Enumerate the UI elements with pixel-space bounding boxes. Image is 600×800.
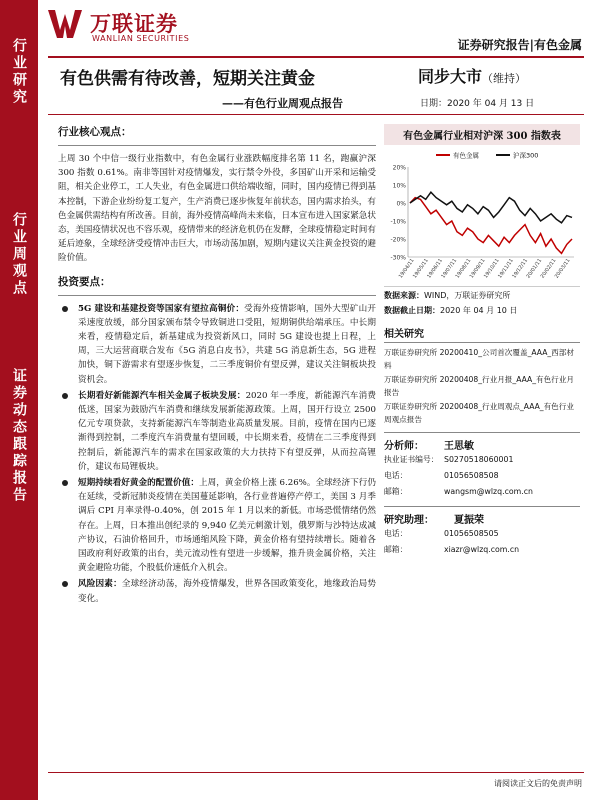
invest-point-text: 上周，黄金价格上涨 6.26%。全球经济下行仍在延续，受新冠肺炎疫情在美国蔓延影响，各行业普遍停产停工，美国 3 月季调后 CPI 月率录得-0.40%，创 2015 年 1 月以来的新低。市场恐慌情绪仍然存在。上周，日本推出创纪录的 9,940 亿美元刺激计划，俄罗斯与沙特达成减产协议，石油价格回升，市场通缩风险下降，黄金价格有望持续增长。随着各国政府利好政策的出台，美元流动性有望进一步缓解，推升贵金属价格，关注黄金避险功能，个股低价速低介入机会。: [78, 478, 376, 574]
data-cutoff-value: 2020 年 04 月 10 日: [440, 306, 518, 315]
footer-divider: [48, 772, 584, 773]
invest-point-lead: 风险因素：: [78, 579, 122, 590]
rating-value: 同步大市: [418, 67, 483, 86]
x-tick-label: 19/09/11: [468, 257, 487, 280]
data-source-value: WIND，万联证券研究所: [424, 291, 511, 300]
assistant-label: 研究助理：: [384, 515, 434, 526]
data-source: [384, 289, 580, 302]
analyst-label: 分析师：: [384, 441, 424, 452]
core-view-heading: 行业核心观点：: [58, 126, 132, 138]
invest-point: [58, 302, 376, 387]
invest-point: [58, 577, 376, 605]
x-tick-label: 19/10/11: [482, 257, 501, 280]
sidebar-label-tracking-report: 证券动态跟踪报告: [11, 368, 27, 504]
analyst-info-row: [384, 468, 580, 484]
info-key: 邮箱：: [384, 545, 408, 554]
y-tick-label: 0%: [396, 200, 406, 208]
title-divider: [48, 114, 584, 115]
analyst-info: [384, 452, 580, 500]
invest-point: [58, 389, 376, 474]
y-tick-label: -10%: [390, 218, 406, 226]
logo-chinese-name: 万联证券: [90, 12, 178, 36]
y-tick-label: 10%: [392, 182, 406, 190]
info-key: 执业证书编号：: [384, 455, 439, 464]
invest-point: [58, 476, 376, 575]
header-divider: [48, 56, 584, 58]
relative-performance-chart: [384, 145, 580, 287]
related-research-heading: 相关研究: [384, 325, 580, 343]
bullet-icon: [62, 480, 68, 486]
invest-point-text: 全球经济动荡，海外疫情爆发，世界各国政策变化，地缘政治局势变化。: [78, 579, 376, 604]
left-sidebar: [0, 0, 38, 800]
bullet-icon: [62, 306, 68, 312]
invest-point-text: 受海外疫情影响，国外大型矿山开采速度放缓，部分国家颁布禁令导致铜进口受阻，短期铜供给端承压。中长期来看，疫情稳定后，新基建成为投资新风口，同时 5G 建设也提上日程，上周，三大运营商联合发布《5G 消息白皮书》，共建 5G 消息新生态，5G 进程加快，铜下游需求有望逐步恢复，二三季度铜价有望反弹，建议关注铜板块投资机会。: [78, 303, 376, 385]
assistant-info-row: [384, 526, 580, 542]
series-line-nonferrous: [410, 198, 572, 254]
chart-svg: [384, 145, 580, 287]
rating-note: （维持）: [482, 72, 527, 85]
core-view-text: 上周 30 个中信一级行业指数中，有色金属行业涨跌幅度排名第 11 名，跑赢沪深 300 指数 0.61%。南非等国针对疫情爆发，实行禁令外役，多国矿山开采和运输受阻，相关企业停工，工人失业，有色金属进口供给端收缩，同时，国内疫情已得到基本控制，下游企业纷纷复工复产，生产消费已逐步恢复年前状态，国内需求抬头，有色金属供需结构有所改善。目前，海外疫情高峰尚未来临，日本宣布进入国家紧急状态，美国疫情状况也不容乐观，疫情带来的经济危机仍在发酵，全球疫情稳定时间有延后迹象，全球经济受疫情冲击巨大，市场动荡加剧，短期内建议关注黄金投资的避险价值。: [58, 154, 376, 264]
invest-points-list: [58, 302, 376, 606]
sidebar-info: [384, 124, 580, 558]
main-content: [58, 124, 376, 608]
invest-heading: 投资要点：: [58, 275, 111, 288]
invest-point-lead: 5G 建设和基建投资等国家有望拉高铜价：: [78, 303, 245, 314]
related-research-item[interactable]: 万联证券研究所 20200410_公司首次覆盖_AAA_西部材料: [384, 348, 574, 370]
x-tick-label: 20/02/11: [539, 257, 558, 280]
invest-point-lead: 长期看好新能源汽车相关金属子板块发展：: [78, 390, 246, 401]
footer-disclaimer: 请阅读正文后的免责声明: [494, 779, 582, 788]
analyst-name: 王思敏: [444, 441, 474, 452]
analyst-info-row: [384, 452, 580, 468]
y-tick-label: 20%: [392, 164, 406, 172]
invest-point-text: 2020 年一季度，新能源汽车消费低迷，国家为鼓励汽车消费和继续发展新能源政策。上周，国开行设立 2500 亿元专项贷款，支持新能源汽车等制造业高质量发展。目前，疫情在国内已逐渐得到控制，二季度汽车消费量有望回暖，中长期来看，疫情在二三季度得到控制后，新能源汽车的需求在国家政策的大力扶持下有望反弹，从而拉高锂价，建议布局锂板块。: [78, 390, 376, 472]
report-title: 有色供需有待改善，短期关注黄金: [60, 69, 315, 89]
data-source-label: 数据来源：: [384, 290, 424, 300]
assistant-info: [384, 526, 580, 558]
logo-english-name: WANLIAN SECURITIES: [92, 34, 190, 43]
core-view-divider: [58, 145, 376, 146]
chart-title: 有色金属行业相对沪深 300 指数表: [384, 124, 580, 145]
y-tick-label: -30%: [390, 254, 406, 262]
assistant-block: [384, 506, 580, 558]
bullet-icon: [62, 393, 68, 399]
related-research-list: [384, 346, 580, 426]
y-tick-label: -20%: [390, 236, 406, 244]
logo-w-icon: [48, 8, 84, 40]
x-tick-label: 19/04/11: [397, 257, 416, 280]
analyst-info-row: [384, 484, 580, 500]
data-cutoff: [384, 304, 580, 317]
invest-divider: [58, 295, 376, 296]
sidebar-label-weekly-view: 行业周观点: [11, 212, 27, 297]
info-key: 邮箱：: [384, 487, 408, 496]
x-tick-label: 19/11/11: [497, 257, 515, 280]
data-cutoff-label: 数据截止日期：: [384, 305, 440, 315]
analyst-email-link[interactable]: wangsm@wlzq.com.cn: [444, 487, 533, 496]
bullet-icon: [62, 581, 68, 587]
x-tick-label: 19/07/11: [440, 257, 459, 280]
x-tick-label: 19/08/11: [454, 257, 473, 280]
legend-label: 沪深300: [513, 151, 539, 160]
assistant-info-row: [384, 542, 580, 558]
series-line-csi300: [410, 192, 572, 223]
invest-point-lead: 短期持续看好黄金的配置价值：: [78, 478, 199, 489]
analyst-heading: [384, 437, 580, 452]
sidebar-label-industry-research: 行业研究: [11, 38, 27, 106]
info-value: 01056508508: [444, 471, 499, 480]
info-value: 01056508505: [444, 529, 499, 538]
x-tick-label: 20/01/11: [525, 257, 544, 280]
x-tick-label: 19/06/11: [426, 257, 445, 280]
rating: [418, 64, 526, 87]
info-key: 电话：: [384, 529, 408, 538]
report-subtitle: ——有色行业周观点报告: [222, 97, 343, 110]
info-key: 电话：: [384, 471, 408, 480]
report-type: 证券研究报告|有色金属: [457, 38, 582, 52]
company-logo: [48, 8, 228, 46]
x-tick-label: 20/03/11: [553, 257, 572, 280]
assistant-heading: [384, 511, 580, 526]
info-value: S0270518060001: [444, 455, 514, 464]
x-tick-label: 19/12/11: [511, 257, 530, 280]
related-research-item[interactable]: 万联证券研究所 20200408_行业月报_AAA_有色行业月报告: [384, 375, 574, 397]
assistant-email-link[interactable]: xiazr@wlzq.com.cn: [444, 545, 520, 554]
report-date: 日期：2020 年 04 月 13 日: [420, 99, 535, 109]
assistant-name: 夏振荣: [454, 515, 484, 526]
x-tick-label: 19/05/11: [412, 257, 430, 280]
analyst-block: [384, 432, 580, 500]
related-research-item[interactable]: 万联证券研究所 20200408_行业周观点_AAA_有色行业周观点报告: [384, 402, 574, 424]
legend-label: 有色金属: [453, 151, 479, 160]
